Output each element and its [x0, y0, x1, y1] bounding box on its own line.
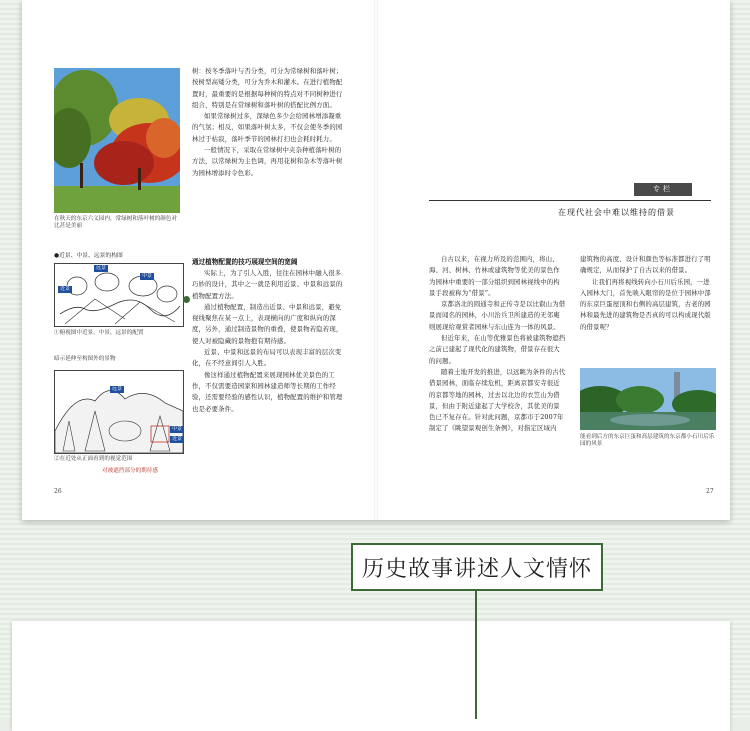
left-paragraphs-bottom: [192, 268, 345, 415]
figure1-tag-near: 近景: [60, 286, 71, 292]
left-page: [22, 0, 376, 520]
figure1-caption: ①俯视图中近景、中景、远景的配置: [54, 330, 144, 336]
book-spread: [22, 0, 730, 520]
paragraph: 京都洛北的圆通寺和正传寺是以比叡山为借景而闻名的园林，小川治兵卫所建造的无邻庵则展现给观赏者园林与东山连为一体的风景。: [429, 300, 566, 331]
connector-line-bottom-overlay: [475, 621, 477, 719]
photo-caption-right: 能看到后方的东京巨蛋和高层建筑的东京都小石川后乐园的风景: [580, 434, 715, 447]
right-column-2: [580, 254, 716, 333]
paragraph: 树：按冬季落叶与否分类，可分为常绿树和落叶树；按树型高矮分类，可分为乔木和灌木。在进行植物配置时，最重要的是根据每种树的特点对不同树种进行组合，特别是在常绿树和落叶树的搭配比例方面。: [192, 67, 343, 109]
paragraph: 建筑物的高度、设计和颜色等标准都进行了明确规定，从而保护了自古以来的借景。: [580, 255, 711, 275]
figure2-caption: ②在近处从正面看到的视觉范围: [54, 456, 133, 462]
figure1-tag-far: 远景: [96, 265, 107, 271]
column-label: 专栏: [634, 183, 692, 196]
right-page: [376, 0, 730, 520]
left-paragraphs-top: [192, 66, 345, 179]
figure1-tag-mid: 中景: [142, 273, 153, 279]
paragraph: 一般情况下，采取在常绿树中夹杂种植落叶树的方法，以常绿树为主色调，再用花树和杂木等落叶树为园林增添时令色彩。: [192, 146, 343, 177]
paragraph: 像这样通过植物配置来展现园林优美景色的工作，不仅需要造园家和园林建造师等长期的工作经验，还需要经验的感性认识，植物配置的维护和管理也是必要条件。: [192, 370, 343, 413]
slogan-banner: 历史故事讲述人文情怀: [351, 543, 603, 591]
column-title: 在现代社会中难以维持的借景: [558, 208, 675, 217]
paragraph: 近景、中景和远景的布局可以表现丰富的层次变化，在不经意间引人入胜。: [192, 348, 342, 368]
figure2-note: 对被遮挡部分的期待感: [102, 468, 158, 474]
page-number-left: 26: [54, 488, 62, 495]
connector-dot: [183, 296, 190, 303]
paragraph: 实际上，为了引人入胜，往往在园林中融入很多巧妙的设计，其中之一就是利用近景、中景和远景的植物配置方法。: [192, 269, 343, 300]
figure2-perspective-sketch: [54, 370, 184, 454]
figure2-tag-near: 近景: [172, 436, 183, 442]
right-column-1: [429, 254, 566, 435]
paragraph: 自古以来，在视力所及的范围内，将山、海、河、树林、竹林或建筑物等优美的景色作为园林中重要的一部分组织到园林视线中的构景手段被称为“借景”。: [429, 255, 560, 297]
koishikawa-garden-photo: [580, 368, 716, 430]
autumn-garden-photo: [54, 68, 180, 213]
figure2-tag-far: 远景: [112, 386, 123, 392]
paragraph: 但近年来，在山等优雅景色将被建筑物遮挡之前已建起了现代化的建筑物，借景存在很大的问题。: [429, 334, 566, 365]
next-section-card: [12, 621, 730, 731]
figure1-title: ●近景、中景、远景的构图: [54, 253, 123, 259]
paragraph: 通过植物配置，制造出近景、中景和远景，避免视线聚焦在某一点上，表现横向的广度和纵向的深度，另外，通过制造景物的重叠，使景物若隐若现，使人对被隐藏的景物抱有期待感。: [192, 302, 343, 345]
figure1-plan-sketch: [54, 263, 184, 327]
figure2-title: 暗示延伸至构图外的景物: [54, 356, 116, 362]
column-rule: [429, 200, 711, 201]
paragraph: 如果常绿树过多，深绿色多少会给园林增添凝重的气氛；相反，如果落叶树太多，不仅会使冬季的园林过于枯寂，落叶季节的园林打扫也会耗时耗力。: [192, 112, 343, 143]
section-subhead: 通过植物配置的技巧展现空间的宽阔: [192, 258, 298, 266]
paragraph: 让我们再将视线转向小石川后乐园，一进入园林大门，首先映入眼帘的是位于园林中部的东京巨蛋屋顶和右侧的高层建筑，古老的园林和最先进的建筑物是否真的可以构成现代版的借景呢？: [580, 277, 711, 331]
figure2-tag-mid: 中景: [172, 426, 183, 432]
photo-caption-left: 在秋天的东京六义园内，常绿树和落叶树的颜色对比甚是美丽: [54, 216, 178, 229]
paragraph: 随着土地开发的推进，以远眺为条件的古代借景园林，面临存续危机，距离京都安寺很近的京都等地的园林，过去以北边的衣笠山为借景，但由于附近建起了大学校舍，其优美的景色已不复存在。针对此问题，京都市于2007年制定了《眺望景观创生条例》，对指定区域内: [429, 367, 566, 433]
page-number-right: 27: [706, 488, 714, 495]
